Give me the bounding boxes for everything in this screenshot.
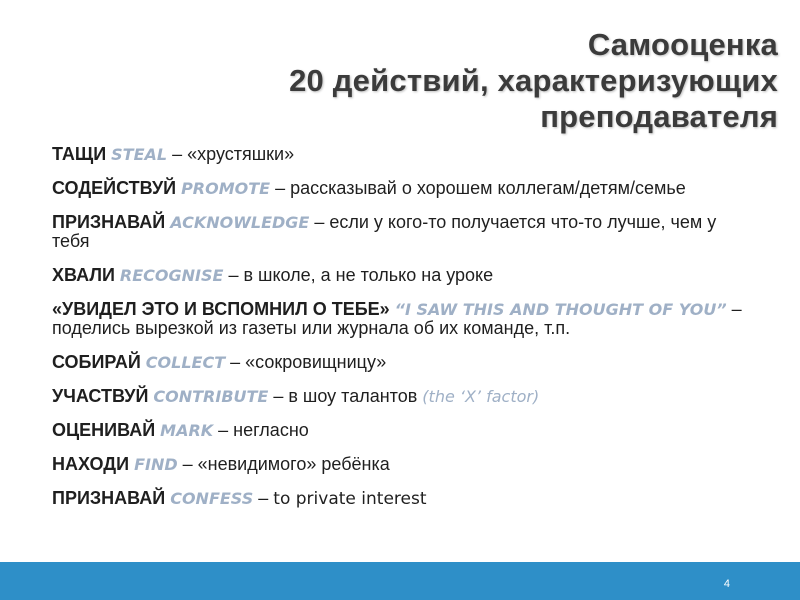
slide-title [138,27,778,135]
list-item [38,266,758,285]
action-ru: СОБИРАЙ [52,352,146,372]
action-en: “I SAW THIS AND THOUGHT OF YOU” [394,300,727,319]
title-line-3: преподавателя [540,99,778,134]
action-ru: НАХОДИ [52,454,135,474]
list-item [38,421,758,440]
action-ru: ТАЩИ [52,144,112,164]
action-description: – в шоу талантов [268,386,423,406]
action-en: MARK [160,421,214,440]
bullet-list [38,145,758,524]
title-line-1: Самооценка [587,27,778,62]
list-item [38,179,758,198]
action-ru: УЧАСТВУЙ [52,386,154,406]
page-number: 4 [723,578,730,590]
action-en: CONTRIBUTE [153,387,269,406]
action-en: FIND [134,455,178,474]
list-item [38,213,758,251]
list-item [38,353,758,372]
action-description: – поделись вырезкой из газеты или журнала об их команде, т.п. [52,299,742,338]
action-en: CONFESS [170,489,254,508]
action-en: COLLECT [145,353,226,372]
action-ru: ОЦЕНИВАЙ [52,420,161,440]
action-en: RECOGNISE [119,266,224,285]
list-item [38,145,758,164]
action-extra-en: to private interest [273,489,427,509]
action-description: – [253,488,274,508]
action-en: ACKNOWLEDGE [170,213,310,232]
action-description: – «невидимого» ребёнка [177,454,390,474]
list-item [38,387,758,406]
action-en: PROMOTE [181,179,271,198]
action-ru: «УВИДЕЛ ЭТО И ВСПОМНИЛ О ТЕБЕ» [52,299,395,319]
action-ru: ПРИЗНАВАЙ [52,488,171,508]
action-ru: СОДЕЙСТВУЙ [52,178,182,198]
footer-bar [0,562,800,600]
action-description: – в школе, а не только на уроке [223,265,494,285]
action-description: – рассказывай о хорошем коллегам/детям/семье [270,178,686,198]
title-line-2: 20 действий, характеризующих [289,63,778,98]
action-extra-en: (the ‘X’ factor) [422,387,540,406]
action-ru: ХВАЛИ [52,265,120,285]
list-item [38,455,758,474]
action-description: – негласно [213,420,309,440]
action-ru: ПРИЗНАВАЙ [52,212,171,232]
action-description: – если у кого-то получается что-то лучше, чем у тебя [52,212,717,251]
action-description: – «сокровищницу» [225,352,387,372]
list-item [38,489,758,509]
action-description: – «хрустяшки» [167,144,295,164]
list-item [38,300,758,338]
action-en: STEAL [111,145,168,164]
